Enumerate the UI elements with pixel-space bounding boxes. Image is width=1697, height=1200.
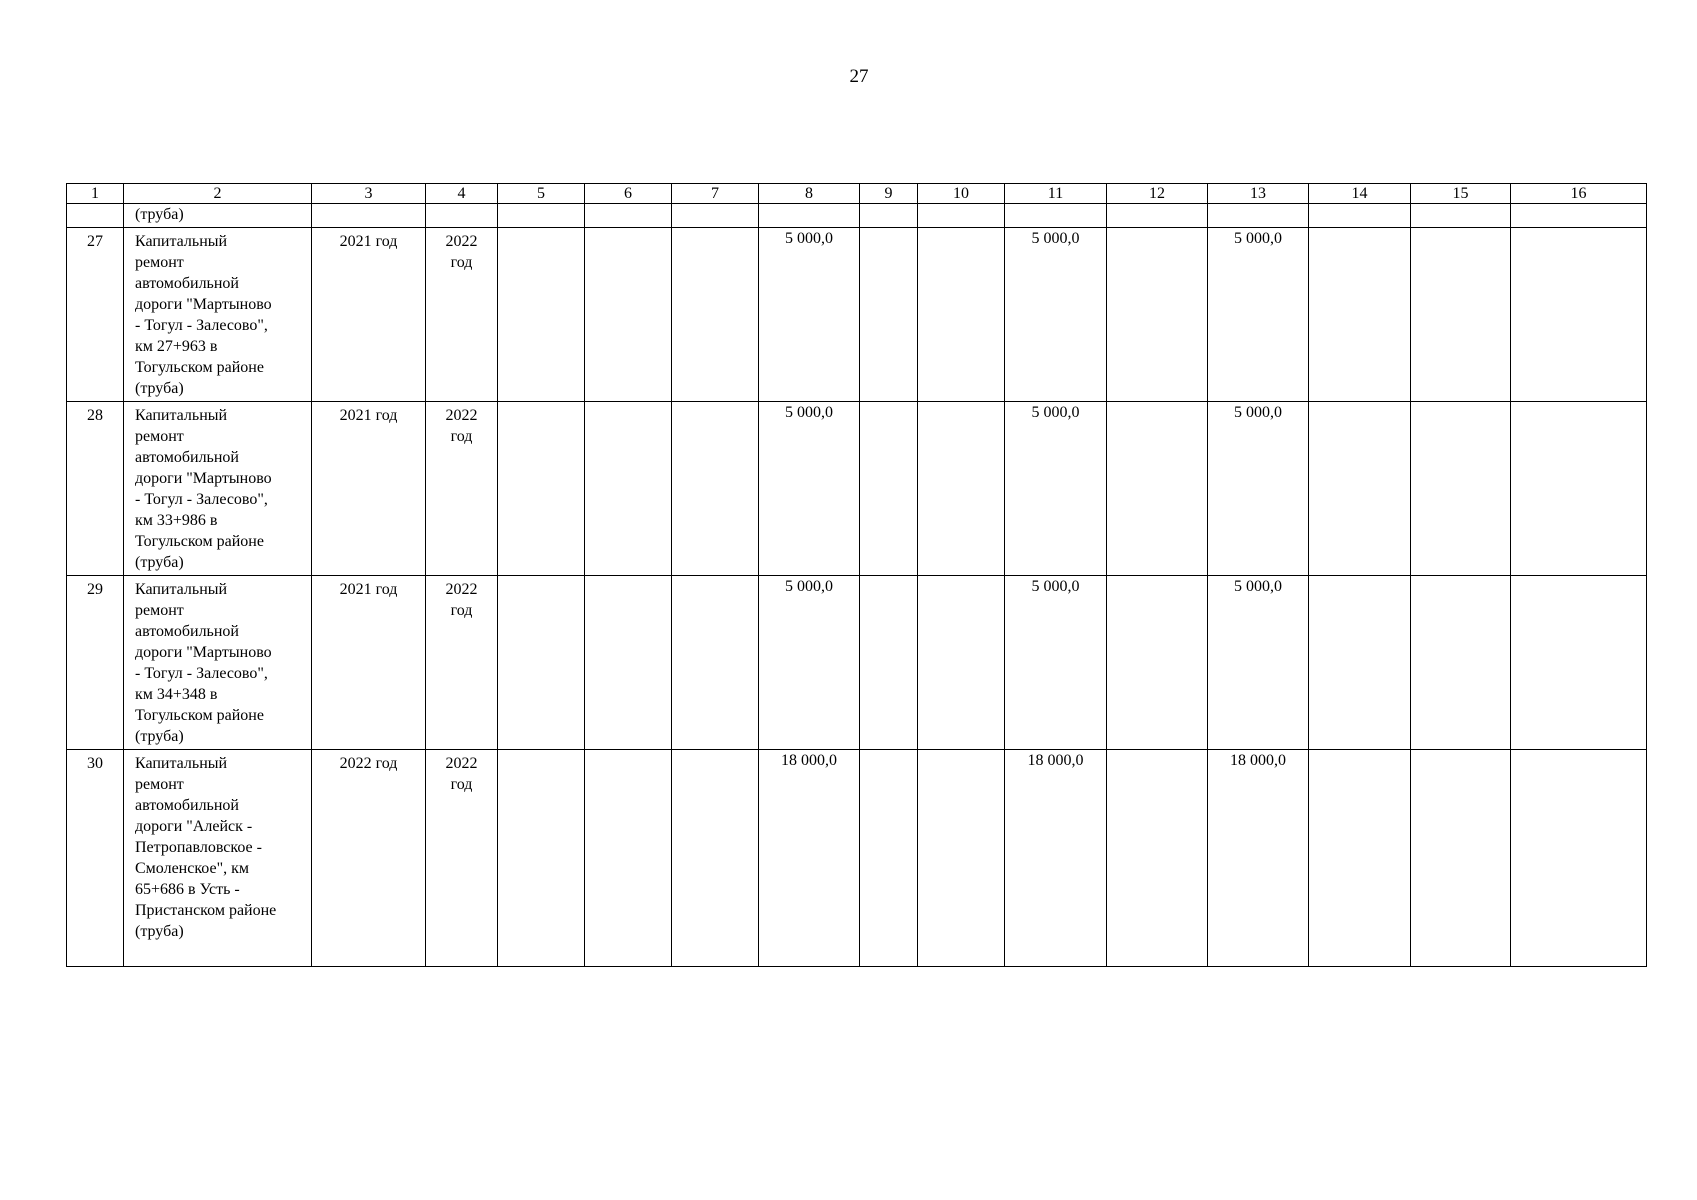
column-number: 12	[1107, 184, 1208, 204]
start-year: 2021 год	[312, 576, 426, 750]
object-name	[124, 750, 312, 967]
end-year-line: год	[450, 776, 473, 793]
name-line: ремонт	[135, 428, 184, 445]
end-year-line: год	[450, 428, 473, 445]
value-col11: 5 000,0	[1005, 402, 1107, 576]
column-number: 8	[759, 184, 860, 204]
name-line: (труба)	[135, 380, 184, 397]
continuation-text: (труба)	[124, 204, 312, 228]
row-number: 27	[67, 228, 124, 402]
value-col13: 5 000,0	[1208, 228, 1309, 402]
object-name	[124, 576, 312, 750]
name-line: км 27+963 в	[135, 338, 218, 355]
value-col11: 18 000,0	[1005, 750, 1107, 967]
name-line: Тогульском районе	[135, 707, 264, 724]
name-line: Тогульском районе	[135, 533, 264, 550]
continuation-row	[67, 204, 1647, 228]
column-number: 4	[426, 184, 498, 204]
name-line: автомобильной	[135, 275, 239, 292]
name-line: Капитальный	[135, 233, 228, 250]
page-number: 27	[849, 66, 869, 87]
column-number: 3	[312, 184, 426, 204]
name-line: Капитальный	[135, 755, 228, 772]
name-line: - Тогул - Залесово",	[135, 491, 268, 508]
column-number: 10	[918, 184, 1005, 204]
name-line: дороги "Мартыново	[135, 296, 272, 313]
value-col11: 5 000,0	[1005, 576, 1107, 750]
name-line: Капитальный	[135, 407, 228, 424]
name-line: - Тогул - Залесово",	[135, 317, 268, 334]
name-line: дороги "Алейск -	[135, 818, 253, 835]
name-line: (труба)	[135, 554, 184, 571]
row-number: 29	[67, 576, 124, 750]
row-number: 28	[67, 402, 124, 576]
name-line: км 34+348 в	[135, 686, 218, 703]
name-line: ремонт	[135, 776, 184, 793]
start-year: 2021 год	[312, 402, 426, 576]
end-year-line: 2022	[445, 233, 478, 250]
column-number-row	[67, 184, 1647, 204]
value-col13: 5 000,0	[1208, 402, 1309, 576]
end-year-line: 2022	[445, 755, 478, 772]
name-line: 65+686 в Усть -	[135, 881, 240, 898]
name-line: (труба)	[135, 923, 184, 940]
name-line: (труба)	[135, 728, 184, 745]
start-year: 2021 год	[312, 228, 426, 402]
table-row	[67, 228, 1647, 402]
start-year: 2022 год	[312, 750, 426, 967]
budget-table	[66, 183, 1647, 967]
name-line: - Тогул - Залесово",	[135, 665, 268, 682]
table-row	[67, 750, 1647, 967]
name-line: дороги "Мартыново	[135, 644, 272, 661]
value-col8: 5 000,0	[759, 576, 860, 750]
name-line: Пристанском районе	[135, 902, 277, 919]
name-line: автомобильной	[135, 623, 239, 640]
column-number: 9	[860, 184, 918, 204]
name-line: автомобильной	[135, 449, 239, 466]
object-name	[124, 228, 312, 402]
name-line: Смоленское", км	[135, 860, 250, 877]
value-col13: 5 000,0	[1208, 576, 1309, 750]
value-col8: 5 000,0	[759, 402, 860, 576]
name-line: Тогульском районе	[135, 359, 264, 376]
column-number: 11	[1005, 184, 1107, 204]
row-number: 30	[67, 750, 124, 967]
value-col8: 18 000,0	[759, 750, 860, 967]
name-line: дороги "Мартыново	[135, 470, 272, 487]
column-number: 16	[1511, 184, 1647, 204]
end-year-line: год	[450, 602, 473, 619]
name-line: ремонт	[135, 602, 184, 619]
name-line: Капитальный	[135, 581, 228, 598]
end-year	[426, 402, 498, 576]
column-number: 5	[498, 184, 585, 204]
name-line: Петропавловское -	[135, 839, 262, 856]
column-number: 6	[585, 184, 672, 204]
end-year-line: год	[450, 254, 473, 271]
name-line: автомобильной	[135, 797, 239, 814]
column-number: 1	[67, 184, 124, 204]
column-number: 13	[1208, 184, 1309, 204]
column-number: 14	[1309, 184, 1411, 204]
table-row	[67, 402, 1647, 576]
column-number: 15	[1411, 184, 1511, 204]
end-year	[426, 228, 498, 402]
value-col13: 18 000,0	[1208, 750, 1309, 967]
value-col8: 5 000,0	[759, 228, 860, 402]
table-row	[67, 576, 1647, 750]
end-year	[426, 750, 498, 967]
end-year-line: 2022	[445, 407, 478, 424]
column-number: 7	[672, 184, 759, 204]
end-year-line: 2022	[445, 581, 478, 598]
name-line: км 33+986 в	[135, 512, 218, 529]
end-year	[426, 576, 498, 750]
column-number: 2	[124, 184, 312, 204]
value-col11: 5 000,0	[1005, 228, 1107, 402]
object-name	[124, 402, 312, 576]
name-line: ремонт	[135, 254, 184, 271]
